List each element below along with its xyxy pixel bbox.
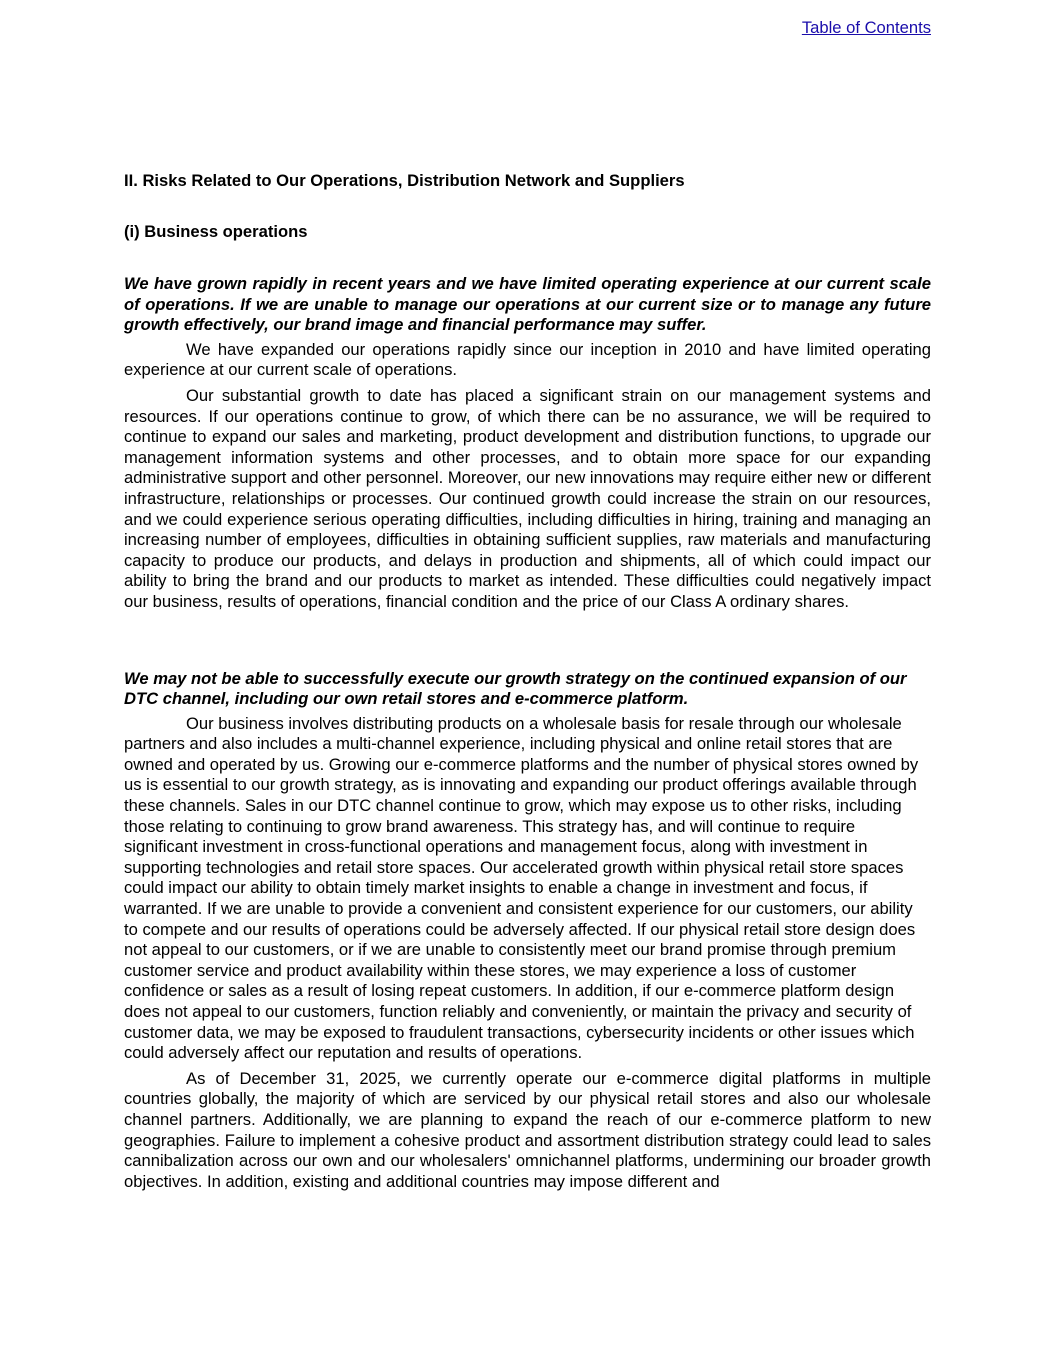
- risk-factor-heading: We may not be able to successfully execute our growth strategy on the continued expansion of our DTC channel, including our own retail stores and e-commerce platform.: [124, 668, 907, 709]
- risk-factor-paragraph: We have expanded our operations rapidly since our inception in 2010 and have limited operating experience at our current scale of operations.: [124, 339, 931, 380]
- table-of-contents-link[interactable]: Table of Contents: [801, 18, 931, 37]
- document-body: [124, 171, 931, 1192]
- section-title: II. Risks Related to Our Operations, Distribution Network and Suppliers: [124, 171, 685, 190]
- risk-factor-paragraph: As of December 31, 2025, we currently operate our e-commerce digital platforms in multiple countries globally, the majority of which are serviced by our physical retail stores and also our wholesale channel partners. Additionally, we are planning to expand the reach of our e-commerce platform to new geographies. Failure to implement a cohesive product and assortment distribution strategy could lead to sales cannibalization across our own and our wholesalers' omnichannel platforms, undermining our broader growth objectives. In addition, existing and additional countries may impose different and: [124, 1068, 931, 1191]
- risk-factor-paragraph: Our substantial growth to date has placed a significant strain on our management systems and resources. If our operations continue to grow, of which there can be no assurance, we will be required to continue to expand our sales and marketing, product development and distribution functions, to upgrade our management information systems and other processes, and to obtain more space for our expanding administrative support and other personnel. Moreover, our new innovations may require either new or different infrastructure, relationships or processes. Our continued growth could increase the strain on our resources, and we could experience serious operating difficulties, including difficulties in hiring, training and managing an increasing number of employees, difficulties in obtaining sufficient supplies, raw materials and manufacturing capacity to produce our products, and delays in production and shipments, all of which could impact our ability to bring the brand and our products to market as intended. These difficulties could negatively impact our business, results of operations, financial condition and the price of our Class A ordinary shares.: [124, 385, 931, 611]
- risk-factor-paragraph: Our business involves distributing products on a wholesale basis for resale through our wholesale partners and also includes a multi-channel experience, including physical and online retail stores that are owned and operated by us. Growing our e-commerce platforms and the number of physical stores owned by us is essential to our growth strategy, as is innovating and expanding our product offerings available through these channels. Sales in our DTC channel continue to grow, which may expose us to other risks, including those relating to continuing to grow brand awareness. This strategy has, and will continue to require significant investment in cross-functional operations and management focus, along with investment in supporting technologies and retail store spaces. Our accelerated growth within physical retail store spaces could impact our ability to obtain timely market insights to enable a change in investment and focus, if warranted. If we are unable to provide a convenient and consistent experience for our customers, our ability to compete and our results of operations could be adversely affected. If our physical retail store design does not appeal to our customers, or if we are unable to consistently meet our brand promise through premium customer service and product availability within these stores, we may experience a loss of customer confidence or sales as a result of losing repeat customers. In addition, if our e-commerce platform design does not appeal to our customers, function reliably and conveniently, or maintain the privacy and security of customer data, we may be exposed to fraudulent transactions, cybersecurity incidents or other issues which could adversely affect our reputation and results of operations.: [124, 713, 919, 1063]
- risk-factor-heading: We have grown rapidly in recent years and we have limited operating experience at our current scale of operations. If we are unable to manage our operations at our current size or to manage any future growth effectively, our brand image and financial performance may suffer.: [124, 274, 931, 335]
- subsection-title: (i) Business operations: [124, 222, 308, 241]
